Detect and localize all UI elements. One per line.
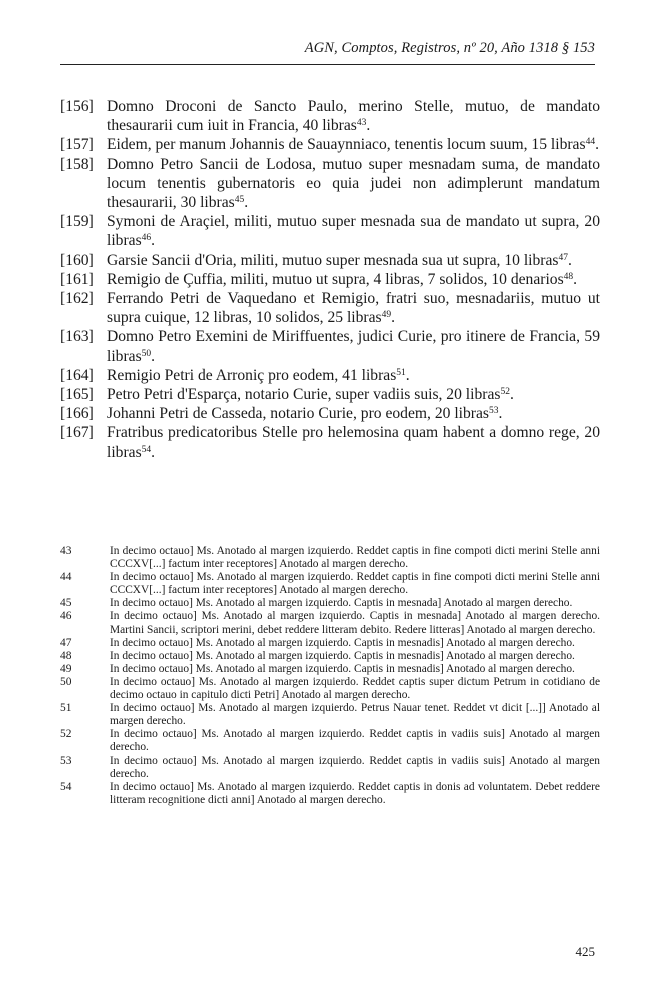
- footnote-ref[interactable]: 44: [585, 137, 596, 148]
- footnote-text: In decimo octauo] Ms. Anotado al margen izquierdo. Captis in mesnadis] Anotado al margen derecho.: [110, 662, 575, 675]
- footnote-number: 51: [60, 702, 72, 715]
- footnote-ref[interactable]: 46: [141, 233, 152, 244]
- footnote: [60, 650, 600, 663]
- footnote: [60, 781, 600, 807]
- entry-number: [167]: [60, 424, 94, 442]
- entry-text: Remigio Petri de Arroniç pro eodem, 41 libras: [107, 366, 397, 384]
- entry-text: Domno Droconi de Sancto Paulo, merino Stelle, mutuo, de mandato thesaurarii cum iuit in Francia, 40 libras: [107, 98, 600, 135]
- footnote-number: 47: [60, 636, 72, 649]
- footnote: [60, 610, 600, 636]
- footnote-text: In decimo octauo] Ms. Anotado al margen izquierdo. Reddet captis in fine compoti dicti merini Stelle anni CCCXV[...] factum inter receptores] Anotado al margen derecho.: [110, 571, 600, 597]
- footnote-number: 45: [60, 597, 72, 610]
- footnote-text: In decimo octauo] Ms. Anotado al margen izquierdo. Reddet captis in vadiis suis] Anotado al margen derecho.: [110, 728, 600, 754]
- entry-number: [160]: [60, 251, 94, 269]
- footnote: [60, 571, 600, 597]
- footnote-number: 43: [60, 545, 72, 557]
- entries-list: [60, 97, 600, 462]
- footnote-text: In decimo octauo] Ms. Anotado al margen izquierdo. Reddet captis super dictum Petrum in cotidiano de decimo octauo in capitulo dicti Petri] Anotado al margen derecho.: [110, 675, 600, 702]
- entry-text: Eidem, per manum Johannis de Sauaynniaco, tenentis locum suum, 15 libras: [107, 136, 586, 154]
- entry-number: [161]: [60, 270, 94, 288]
- footnote-text: In decimo octauo] Ms. Anotado al margen izquierdo. Captis in mesnadis] Anotado al margen derecho.: [110, 636, 575, 649]
- entry-number: [162]: [60, 290, 94, 308]
- entry-number: [156]: [60, 98, 94, 115]
- entry-text: Domno Petro Exemini de Miriffuentes, judici Curie, pro itinere de Francia, 59 libras: [107, 328, 600, 365]
- entry-text: Garsie Sancii d'Oria, militi, mutuo super mesnada sua ut supra, 10 libras: [107, 251, 559, 269]
- entry: [163] Domno Petro Exemini de Miriffuentes, judici Curie, pro itinere de Francia, 59 libras$^{50}$.: [60, 328, 600, 365]
- footnote-ref[interactable]: 50: [141, 348, 152, 359]
- entry: [160] Garsie Sancii d'Oria, militi, mutuo super mesnada sua ut supra, 10 libras$^{47}$.: [60, 251, 572, 269]
- footnote-number: 49: [60, 662, 72, 675]
- entry: [158] Domno Petro Sancii de Lodosa, mutuo super mesnadam suma, de mandato locum tenentis gubernatoris eo quia judei non adimplerunt mandatum thesaurarii, 30 libras$^{45}$.: [60, 155, 600, 212]
- header-rule: [60, 64, 595, 65]
- footnote-text: In decimo octauo] Ms. Anotado al margen izquierdo. Captis in mesnada] Anotado al margen derecho.: [110, 597, 573, 610]
- footnote-text: In decimo octauo] Ms. Anotado al margen izquierdo. Reddet captis in fine compoti dicti merini Stelle anni CCCXV[...] factum inter receptores] Anotado al margen derecho.: [110, 545, 600, 571]
- footnotes-section: [60, 545, 600, 807]
- entry: [156] Domno Droconi de Sancto Paulo, merino Stelle, mutuo, de mandato thesaurarii cum iuit in Francia, 40 libras$^{43}$.: [60, 98, 600, 135]
- footnote-text: In decimo octauo] Ms. Anotado al margen izquierdo. Petrus Nauar tenet. Reddet vt dicit [...]] Anotado al margen derecho.: [110, 702, 600, 728]
- entry: [159] Symoni de Araçiel, militi, mutuo super mesnada sua de mandato ut supra, 20 libras$^{46}$.: [60, 213, 600, 250]
- footnote: [60, 728, 600, 754]
- entry-text: Domno Petro Sancii de Lodosa, mutuo super mesnadam suma, de mandato locum tenentis gubernatoris eo quia judei non adimplerunt mandatum thesaurarii, 30 libras: [107, 155, 600, 212]
- entry: [162] Ferrando Petri de Vaquedano et Remigio, fratri suo, mesnadariis, mutuo ut supra cuique, 12 libras, 10 solidos, 25 libras$^{49}$.: [60, 290, 600, 327]
- footnote-ref[interactable]: 49: [381, 310, 392, 321]
- entry: [161] Remigio de Çuffia, militi, mutuo ut supra, 4 libras, 7 solidos, 10 denarios$^{48}$.: [60, 270, 578, 288]
- footnote: [60, 676, 600, 702]
- footnote-number: 54: [60, 780, 72, 793]
- footnote: [60, 597, 600, 610]
- footnote-ref[interactable]: 48: [563, 271, 574, 282]
- entry: [165] Petro Petri d'Esparça, notario Curie, super vadiis suis, 20 libras$^{52}$.: [60, 386, 514, 404]
- footnote: [60, 755, 600, 781]
- footnote-text: In decimo octauo] Ms. Anotado al margen izquierdo. Captis in mesnadis] Anotado al margen derecho.: [110, 649, 575, 662]
- entry: [166] Johanni Petri de Casseda, notario Curie, pro eodem, 20 libras$^{53}$.: [60, 405, 503, 423]
- entry: [167] Fratribus predicatoribus Stelle pro helemosina quam habent a domno rege, 20 libras$^{54}$.: [60, 424, 600, 461]
- footnote: [60, 637, 600, 650]
- footnote-text: In decimo octauo] Ms. Anotado al margen izquierdo. Captis in mesnada] Anotado al margen derecho. Martini Sancii, scriptori merini, debet reddere litteram debito. Redere litteras] Anotado al margen derecho.: [110, 610, 600, 636]
- footnote-text: In decimo octauo] Ms. Anotado al margen izquierdo. Reddet captis in vadiis suis] Anotado al margen derecho.: [110, 754, 600, 780]
- entry-number: [163]: [60, 328, 94, 346]
- running-head: AGN, Comptos, Registros, nº 20, Año 1318 § 153: [304, 40, 595, 56]
- footnote-ref[interactable]: 43: [356, 118, 367, 129]
- footnote-ref[interactable]: 51: [396, 367, 406, 378]
- entry-text: Remigio de Çuffia, militi, mutuo ut supra, 4 libras, 7 solidos, 10 denarios: [107, 270, 564, 288]
- footnote-number: 48: [60, 649, 72, 662]
- footnote-number: 52: [60, 728, 72, 741]
- footnote-ref[interactable]: 54: [141, 444, 152, 455]
- entry-text: Ferrando Petri de Vaquedano et Remigio, fratri suo, mesnadariis, mutuo ut supra cuique, 12 libras, 10 solidos, 25 libras: [107, 290, 600, 327]
- entry-text: Johanni Petri de Casseda, notario Curie, pro eodem, 20 libras: [107, 405, 489, 423]
- page-number: 425: [575, 944, 595, 959]
- entry-number: [165]: [60, 386, 94, 404]
- entry-number: [158]: [60, 155, 94, 173]
- footnote: [60, 663, 600, 676]
- footnote: [60, 545, 600, 571]
- footnote-number: 53: [60, 754, 72, 767]
- footnote-number: 44: [60, 571, 72, 584]
- footnote-ref[interactable]: 47: [558, 252, 568, 263]
- entry-text: Symoni de Araçiel, militi, mutuo super mesnada sua de mandato ut supra, 20 libras: [107, 213, 600, 250]
- entry-text: Fratribus predicatoribus Stelle pro helemosina quam habent a domno rege, 20 libras: [107, 424, 600, 461]
- entry-number: [159]: [60, 213, 94, 231]
- footnote-ref[interactable]: 52: [500, 387, 510, 398]
- footnote-number: 46: [60, 610, 72, 623]
- entry-text: Petro Petri d'Esparça, notario Curie, super vadiis suis, 20 libras: [107, 386, 501, 404]
- footnote-text: In decimo octauo] Ms. Anotado al margen izquierdo. Reddet captis in donis ad voluntatem. Debet reddere litteram recognitione dicti anni] Anotado al margen derecho.: [110, 780, 600, 806]
- footnote: [60, 702, 600, 728]
- entry-number: [164]: [60, 366, 94, 384]
- entry: [164] Remigio Petri de Arroniç pro eodem, 41 libras$^{51}$.: [60, 366, 410, 384]
- entry-number: [166]: [60, 405, 94, 423]
- entry-number: [157]: [60, 136, 94, 154]
- footnote-ref[interactable]: 53: [488, 406, 499, 417]
- entry: [157] Eidem, per manum Johannis de Sauaynniaco, tenentis locum suum, 15 libras$^{44}$.: [60, 136, 599, 154]
- footnote-number: 50: [60, 675, 72, 688]
- footnote-ref[interactable]: 45: [234, 195, 245, 206]
